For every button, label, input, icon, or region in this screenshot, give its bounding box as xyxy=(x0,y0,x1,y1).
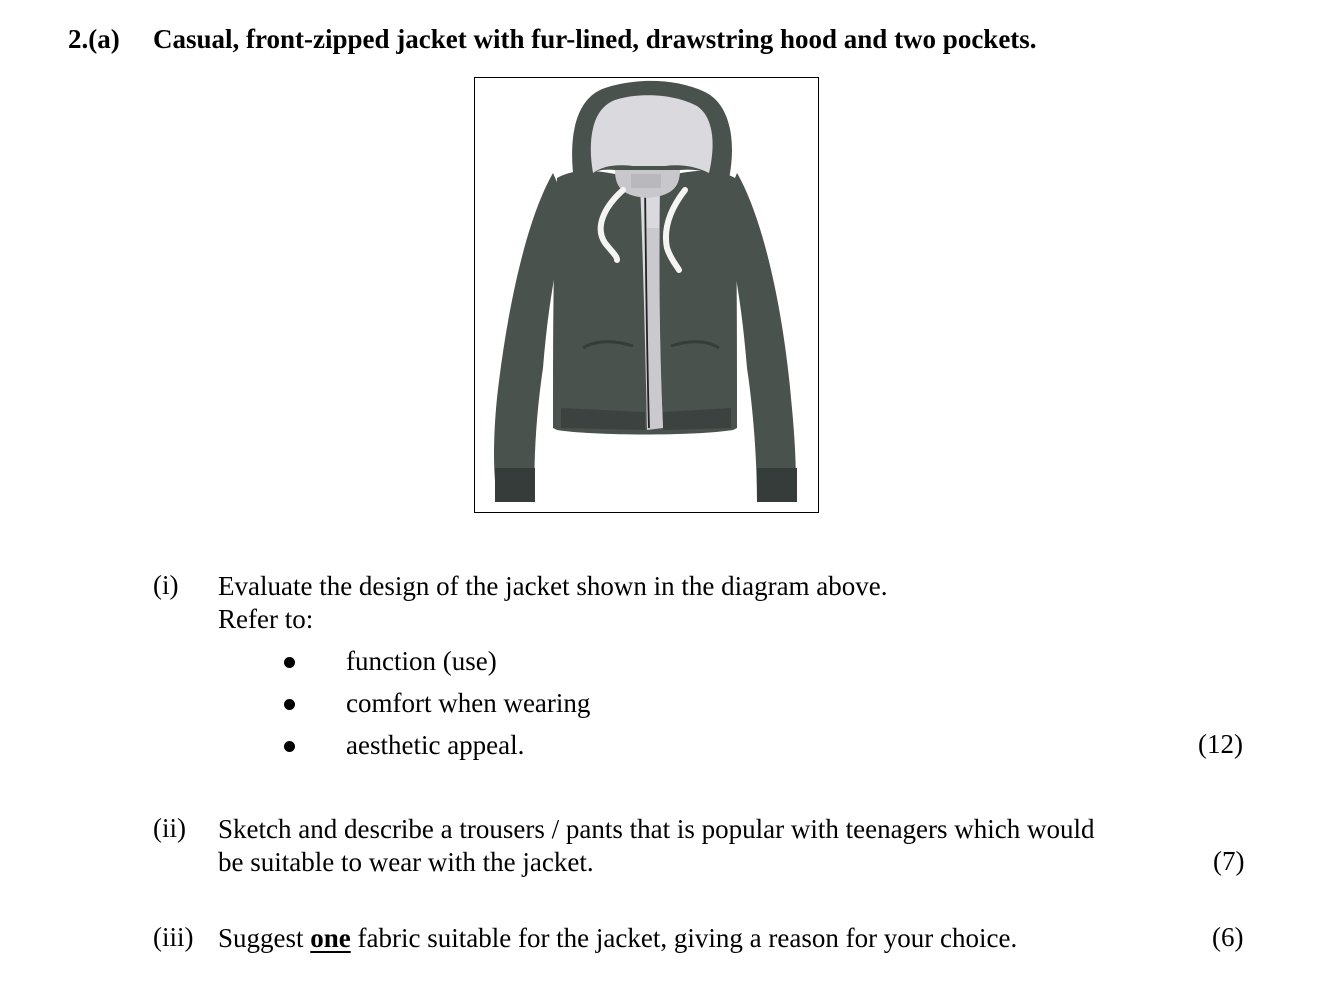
bullet-comfort: comfort when wearing xyxy=(346,688,591,718)
part-iii-text xyxy=(218,922,1017,955)
part-i-line-2: Refer to: xyxy=(218,604,314,634)
hood-fur-lining xyxy=(591,95,713,173)
bullet-icon xyxy=(284,741,295,752)
right-cuff xyxy=(757,468,797,502)
part-i-label: (i) xyxy=(153,570,179,600)
bullet-function: function (use) xyxy=(346,646,497,676)
part-iii-marks: (6) xyxy=(1212,922,1244,952)
part-i-marks: (12) xyxy=(1198,729,1243,759)
part-ii-marks: (7) xyxy=(1213,846,1245,876)
question-number: 2.(a) xyxy=(68,24,120,54)
part-iii-text-after: fabric suitable for the jacket, giving a reason for your choice. xyxy=(350,923,1018,953)
part-i-line-1: Evaluate the design of the jacket shown in the diagram above. xyxy=(218,571,888,601)
part-ii-label: (ii) xyxy=(153,813,186,843)
left-front-panel xyxy=(567,178,647,430)
question-title: Casual, front-zipped jacket with fur-lined, drawstring hood and two pockets. xyxy=(153,24,1037,54)
bullet-aesthetic: aesthetic appeal. xyxy=(346,730,525,760)
part-iii-text-before: Suggest xyxy=(218,923,311,953)
part-ii-line-2: be suitable to wear with the jacket. xyxy=(218,847,594,877)
left-cuff xyxy=(495,468,535,502)
part-iii-label: (iii) xyxy=(153,922,194,952)
bullet-icon xyxy=(284,657,295,668)
jacket-illustration-icon xyxy=(475,78,817,511)
part-iii-emphasis: one xyxy=(310,923,351,953)
jacket-figure xyxy=(474,77,819,513)
part-ii-line-1: Sketch and describe a trousers / pants that is popular with teenagers which would xyxy=(218,814,1095,844)
bullet-icon xyxy=(284,699,295,710)
